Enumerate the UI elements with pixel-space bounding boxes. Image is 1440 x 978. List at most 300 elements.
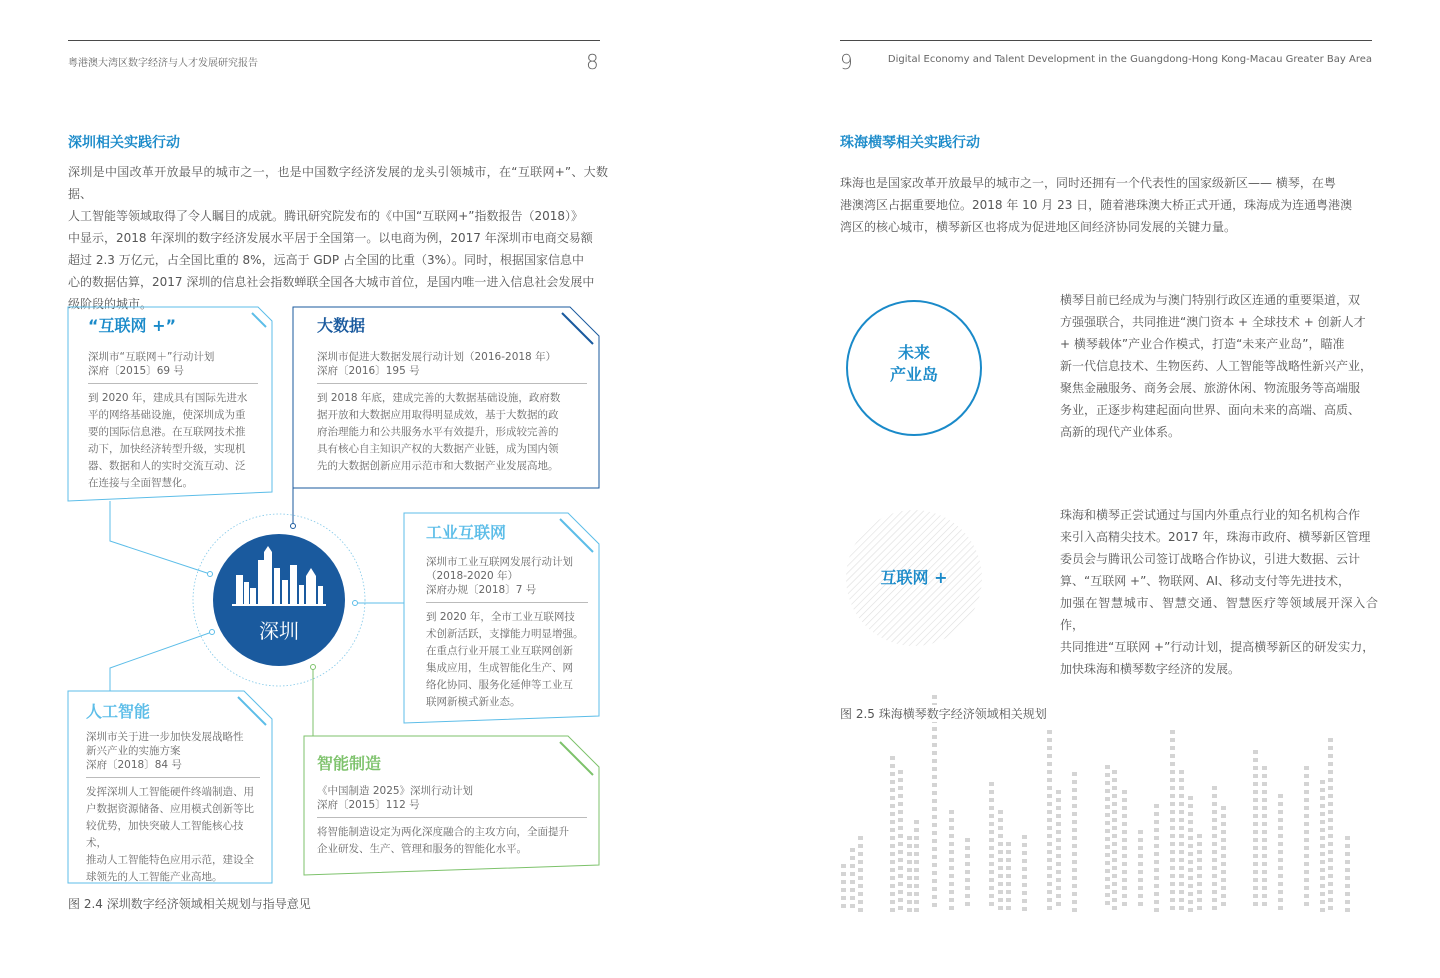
decorative-dot: [1197, 874, 1202, 878]
decorative-dot: [1179, 834, 1184, 838]
decorative-dot: [850, 904, 855, 908]
decorative-dot: [965, 902, 970, 906]
decorative-dot: [1212, 866, 1217, 870]
decorative-dot: [1047, 882, 1052, 886]
body-line: 到 2020 年，全市工业互联网技: [426, 611, 575, 623]
decorative-dot: [998, 898, 1003, 902]
decorative-dot: [1320, 884, 1325, 888]
decorative-dot: [1197, 858, 1202, 862]
decorative-dot: [841, 872, 846, 876]
decorative-dot: [1328, 802, 1333, 806]
decorative-dot: [1328, 778, 1333, 782]
decorative-dot: [932, 767, 937, 771]
decorative-dot: [1212, 842, 1217, 846]
decorative-dot: [1345, 908, 1350, 912]
decorative-dot: [1047, 898, 1052, 902]
decorative-dot: [1345, 876, 1350, 880]
decorative-dot: [998, 826, 1003, 830]
decorative-dot: [1278, 818, 1283, 822]
decorative-dot: [1278, 810, 1283, 814]
decorative-dot: [1212, 826, 1217, 830]
decorative-dot: [1188, 804, 1193, 808]
decorative-dot: [1262, 902, 1267, 906]
decorative-dot: [1072, 780, 1077, 784]
decorative-dot: [1170, 786, 1175, 790]
decorative-dot: [989, 902, 994, 906]
decorative-dot: [1154, 908, 1159, 912]
decorative-dot: [932, 823, 937, 827]
decorative-dot: [1056, 830, 1061, 834]
decorative-dot: [1006, 866, 1011, 870]
decorative-dot: [1304, 830, 1309, 834]
body-line: 在连接与全面智慧化。: [88, 477, 193, 489]
decorative-dot: [1197, 882, 1202, 886]
decorative-dot: [932, 847, 937, 851]
decorative-dot: [1221, 878, 1226, 882]
body-line: 加快珠海和横琴数字经济的发展。: [1060, 662, 1241, 676]
decorative-dot: [1170, 866, 1175, 870]
decorative-dot: [1197, 850, 1202, 854]
decorative-dot: [1170, 754, 1175, 758]
decorative-dot: [998, 890, 1003, 894]
decorative-dot: [1212, 794, 1217, 798]
decorative-dot: [965, 886, 970, 890]
decorative-dot: [1179, 866, 1184, 870]
decorative-dot: [1105, 853, 1110, 857]
decorative-dot: [1170, 770, 1175, 774]
decorative-dot: [1006, 858, 1011, 862]
decorative-dot: [1253, 814, 1258, 818]
card-divider: [426, 602, 588, 603]
decorative-dot: [1221, 862, 1226, 866]
decorative-dot: [1221, 822, 1226, 826]
decorative-dot: [1304, 790, 1309, 794]
decorative-dot: [1022, 851, 1027, 855]
ref-line: 深圳市“互联网＋”行动计划: [88, 351, 215, 363]
decorative-dot: [1253, 902, 1258, 906]
card-divider: [317, 383, 587, 384]
decorative-dot: [898, 906, 903, 910]
decorative-dot: [1253, 774, 1258, 778]
card-title: “互联网 +”: [88, 316, 177, 335]
hengqin-internet-paragraph: [1060, 504, 1378, 680]
decorative-dot: [914, 852, 919, 856]
decorative-dot: [1170, 826, 1175, 830]
decorative-dot: [1154, 844, 1159, 848]
ref-line: （2018-2020 年）: [426, 570, 519, 582]
decorative-dot: [1105, 781, 1110, 785]
decorative-dot: [1197, 842, 1202, 846]
body-line: 企业研发、生产、管理和服务的智能化水平。: [317, 843, 527, 855]
decorative-dot: [1047, 842, 1052, 846]
decorative-dot: [1022, 843, 1027, 847]
decorative-dot: [1262, 830, 1267, 834]
decorative-dot: [890, 788, 895, 792]
decorative-dot: [1154, 828, 1159, 832]
decorative-dot: [1047, 730, 1052, 734]
decorative-dot: [1278, 882, 1283, 886]
decorative-dot: [949, 850, 954, 854]
decorative-dot: [1262, 782, 1267, 786]
decorative-dot: [1112, 906, 1117, 910]
card-divider: [86, 777, 260, 778]
decorative-dot: [914, 876, 919, 880]
decorative-dot: [914, 828, 919, 832]
decorative-dot: [1179, 778, 1184, 782]
decorative-dot: [1105, 893, 1110, 897]
decorative-dot: [965, 854, 970, 858]
decorative-dot: [1170, 842, 1175, 846]
decorative-dot: [1056, 798, 1061, 802]
decorative-dot: [858, 884, 863, 888]
decorative-dot: [1072, 812, 1077, 816]
decorative-dot: [1253, 862, 1258, 866]
decorative-dot: [1072, 876, 1077, 880]
body-line: 据开放和大数据应用取得明显成效，基于大数据的政: [317, 409, 559, 421]
decorative-dot: [890, 836, 895, 840]
decorative-dot: [1188, 796, 1193, 800]
decorative-dot: [1122, 846, 1127, 850]
body-line: 器、数据和人的实时交流互动、泛: [88, 460, 246, 472]
decorative-dot: [1253, 758, 1258, 762]
decorative-dot: [1320, 876, 1325, 880]
decorative-dot: [850, 880, 855, 884]
decorative-dot: [858, 900, 863, 904]
decorative-dot: [1278, 898, 1283, 902]
body-line: 到 2020 年，建成具有国际先进水: [88, 392, 248, 404]
decorative-dot: [1345, 836, 1350, 840]
decorative-dot: [1320, 796, 1325, 800]
decorative-dot: [1105, 877, 1110, 881]
decorative-dot: [841, 880, 846, 884]
decorative-dot: [989, 830, 994, 834]
body-line: 户数据资源储备、应用模式创新等比: [86, 803, 254, 815]
body-line: 珠海和横琴正尝试通过与国内外重点行业的知名机构合作: [1060, 508, 1361, 522]
future-industry-island-label: [846, 342, 982, 386]
decorative-dot: [1212, 874, 1217, 878]
shenzhen-center-label: 深圳: [259, 619, 299, 643]
decorative-dot: [1253, 750, 1258, 754]
decorative-dot: [1179, 850, 1184, 854]
body-line: 发挥深圳人工智能硬件终端制造、用: [86, 786, 254, 798]
decorative-dot: [1112, 802, 1117, 806]
decorative-dot: [1122, 790, 1127, 794]
zhuhai-graphics: [720, 0, 1440, 978]
decorative-dot: [1047, 858, 1052, 862]
decorative-dot: [932, 807, 937, 811]
decorative-dot: [890, 860, 895, 864]
decorative-dot: [1188, 852, 1193, 856]
decorative-dot: [1122, 798, 1127, 802]
card-reference: [426, 555, 588, 597]
decorative-dot: [1278, 842, 1283, 846]
decorative-dot: [949, 890, 954, 894]
decorative-dot: [1179, 770, 1184, 774]
decorative-dot: [1328, 898, 1333, 902]
decorative-dot: [1047, 874, 1052, 878]
decorative-dot: [890, 828, 895, 832]
decorative-dot: [1212, 786, 1217, 790]
decorative-dot: [1320, 892, 1325, 896]
decorative-dot: [1253, 886, 1258, 890]
decorative-dot: [841, 888, 846, 892]
decorative-dot: [949, 842, 954, 846]
decorative-dot: [1328, 738, 1333, 742]
decorative-dot: [932, 695, 937, 699]
decorative-dot: [1170, 850, 1175, 854]
decorative-dot: [1212, 906, 1217, 910]
decorative-dot: [1047, 786, 1052, 790]
decorative-dot: [1253, 838, 1258, 842]
decorative-dot: [1197, 866, 1202, 870]
decorative-dot: [998, 834, 1003, 838]
decorative-dot: [1328, 842, 1333, 846]
decorative-dot: [932, 887, 937, 891]
decorative-dot: [998, 842, 1003, 846]
body-line: 务业，正逐步构建起面向世界、面向未来的高端、高质、: [1060, 403, 1361, 417]
decorative-dot: [1170, 794, 1175, 798]
decorative-dot: [898, 850, 903, 854]
decorative-dot: [890, 756, 895, 760]
decorative-dot: [989, 862, 994, 866]
decorative-dot: [1105, 901, 1110, 905]
decorative-dot: [949, 906, 954, 910]
decorative-dot: [1006, 842, 1011, 846]
intro-line: 港澳湾区占据重要地位。2018 年 10 月 23 日，随着港珠澳大桥正式开通，珠海成为连通粤港澳: [840, 198, 1353, 212]
decorative-dot: [1122, 806, 1127, 810]
decorative-dot: [1188, 860, 1193, 864]
decorative-dot: [1328, 770, 1333, 774]
decorative-dot: [1170, 882, 1175, 886]
decorative-dot: [1072, 844, 1077, 848]
decorative-dot: [858, 876, 863, 880]
body-line: 在重点行业开展工业互联网创新: [426, 645, 573, 657]
decorative-dot: [1047, 826, 1052, 830]
decorative-dot: [1262, 774, 1267, 778]
decorative-dot: [1320, 836, 1325, 840]
decorative-dot: [1170, 730, 1175, 734]
decorative-dot: [1304, 854, 1309, 858]
decorative-dot: [898, 898, 903, 902]
decorative-dot: [1112, 794, 1117, 798]
decorative-dot: [1262, 790, 1267, 794]
decorative-dot: [949, 874, 954, 878]
decorative-dot: [1112, 842, 1117, 846]
decorative-dot: [1221, 806, 1226, 810]
decorative-dot: [907, 844, 912, 848]
decorative-dot: [1328, 826, 1333, 830]
decorative-dot: [914, 836, 919, 840]
decorative-dot: [1179, 818, 1184, 822]
decorative-dot: [1221, 830, 1226, 834]
decorative-dot: [932, 839, 937, 843]
decorative-dot: [1345, 900, 1350, 904]
decorative-dot: [1262, 870, 1267, 874]
decorative-dot: [998, 850, 1003, 854]
decorative-dot: [1179, 898, 1184, 902]
ref-line: 深圳市关于进一步加快发展战略性: [86, 731, 244, 743]
decorative-dot: [1320, 852, 1325, 856]
decorative-dot: [1138, 854, 1143, 858]
decorative-dot: [890, 764, 895, 768]
decorative-dot: [1320, 820, 1325, 824]
decorative-dot: [1345, 868, 1350, 872]
decorative-dot: [890, 820, 895, 824]
decorative-dot: [1253, 830, 1258, 834]
decorative-dot: [890, 844, 895, 848]
decorative-dot: [1112, 770, 1117, 774]
figure-2-4-caption: 图 2.4 深圳数字经济领域相关规划与指导意见: [68, 897, 311, 911]
decorative-dot: [1022, 867, 1027, 871]
decorative-dot: [1278, 802, 1283, 806]
decorative-dot: [1328, 890, 1333, 894]
body-line: 将智能制造设定为两化深度融合的主攻方向，全面提升: [317, 826, 569, 838]
decorative-dot: [1197, 890, 1202, 894]
decorative-dot: [1112, 818, 1117, 822]
decorative-dot: [1154, 852, 1159, 856]
decorative-dot: [932, 831, 937, 835]
decorative-dot: [1154, 892, 1159, 896]
decorative-dot: [989, 790, 994, 794]
decorative-dot: [1105, 821, 1110, 825]
decorative-dot: [1320, 860, 1325, 864]
decorative-dot: [1154, 860, 1159, 864]
decorative-dot: [965, 862, 970, 866]
ref-line: 深府办规〔2018〕7 号: [426, 584, 537, 596]
decorative-dot: [898, 802, 903, 806]
decorative-dot: [1253, 806, 1258, 810]
decorative-dot: [1056, 838, 1061, 842]
decorative-dot: [1179, 842, 1184, 846]
decorative-dot: [1047, 890, 1052, 894]
decorative-dot: [1278, 834, 1283, 838]
decorative-dot: [1262, 798, 1267, 802]
decorative-dot: [858, 852, 863, 856]
decorative-dot: [1022, 899, 1027, 903]
decorative-dot: [1179, 810, 1184, 814]
decorative-dot: [1105, 765, 1110, 769]
decorative-dot: [1197, 898, 1202, 902]
body-line: 共同推进“互联网 +”行动计划，提高横琴新区的研发实力，: [1060, 640, 1375, 654]
decorative-dot: [1154, 900, 1159, 904]
decorative-dot: [1154, 884, 1159, 888]
body-line: + 横琴载体”产业合作模式，打造“未来产业岛”，瞄准: [1060, 337, 1345, 351]
decorative-dot: [1170, 802, 1175, 806]
decorative-dot: [890, 900, 895, 904]
card-divider: [317, 817, 587, 818]
decorative-dot: [1112, 858, 1117, 862]
decorative-dot: [914, 900, 919, 904]
decorative-dot: [1112, 778, 1117, 782]
decorative-dot: [1056, 846, 1061, 850]
internet-plus-circle-label: 互联网 +: [880, 568, 948, 587]
decorative-dot: [1304, 782, 1309, 786]
decorative-dot: [1056, 870, 1061, 874]
decorative-dot: [914, 892, 919, 896]
decorative-dot: [914, 820, 919, 824]
body-line: 来引入高精尖技术。2017 年，珠海市政府、横琴新区管理: [1060, 530, 1371, 544]
decorative-dot: [1047, 794, 1052, 798]
decorative-dot: [907, 852, 912, 856]
intro-line: 中显示，2018 年深圳的数字经济发展水平居于全国第一。以电商为例，2017 年深圳市电商交易额: [68, 231, 593, 245]
decorative-dot: [1328, 874, 1333, 878]
body-line: 术创新活跃，支撑能力明显增强。: [426, 628, 584, 640]
decorative-dot: [1105, 829, 1110, 833]
decorative-dot: [898, 770, 903, 774]
decorative-dot: [1179, 826, 1184, 830]
decorative-dot: [914, 868, 919, 872]
decorative-dot: [890, 796, 895, 800]
decorative-dot: [1170, 746, 1175, 750]
decorative-dot: [1122, 894, 1127, 898]
decorative-dot: [949, 882, 954, 886]
decorative-dot: [1056, 886, 1061, 890]
ref-line: 深府〔2015〕112 号: [317, 799, 420, 811]
decorative-dot: [1122, 830, 1127, 834]
decorative-dot: [1138, 838, 1143, 842]
decorative-dot: [1253, 790, 1258, 794]
decorative-dot: [1105, 861, 1110, 865]
decorative-dot: [1112, 882, 1117, 886]
decorative-dot: [1022, 883, 1027, 887]
decorative-dot: [907, 892, 912, 896]
body-line: 聚焦金融服务、商务会展、旅游休闲、物流服务等高端服: [1060, 381, 1361, 395]
decorative-dot: [890, 772, 895, 776]
decorative-dot: [1221, 838, 1226, 842]
decorative-dot: [1188, 868, 1193, 872]
circle-label-line: 未来: [897, 343, 930, 362]
decorative-dot: [1022, 875, 1027, 879]
decorative-dot: [1170, 898, 1175, 902]
decorative-dot: [1345, 844, 1350, 848]
decorative-dot: [1179, 794, 1184, 798]
decorative-dot: [1056, 878, 1061, 882]
intro-line: 珠海也是国家改革开放最早的城市之一，同时还拥有一个代表性的国家级新区—— 横琴，在粤: [840, 176, 1336, 190]
decorative-dot: [1328, 882, 1333, 886]
decorative-dot: [1170, 762, 1175, 766]
left-page-number: 8: [586, 50, 599, 74]
decorative-dot: [898, 786, 903, 790]
hengqin-future-paragraph: [1060, 289, 1378, 443]
decorative-dot: [1138, 886, 1143, 890]
decorative-dot: [1072, 884, 1077, 888]
body-line: 府治理能力和公共服务水平有效提升，形成较完善的: [317, 426, 559, 438]
decorative-dot: [890, 868, 895, 872]
decorative-dot: [1072, 804, 1077, 808]
decorative-dot: [965, 838, 970, 842]
figure-2-5-caption: 图 2.5 珠海横琴数字经济领域相关规划: [840, 705, 1051, 722]
decorative-dot: [1212, 834, 1217, 838]
body-line: 先的大数据创新应用示范市和大数据产业发展高地。: [317, 460, 559, 472]
decorative-dot: [949, 898, 954, 902]
decorative-dot: [1304, 822, 1309, 826]
decorative-dot: [1253, 854, 1258, 858]
decorative-dot: [1105, 885, 1110, 889]
body-line: 委员会与腾讯公司签订战略合作协议，引进大数据、云计: [1060, 552, 1361, 566]
decorative-dot: [1122, 870, 1127, 874]
decorative-dot: [989, 878, 994, 882]
decorative-dot: [1006, 890, 1011, 894]
decorative-dot: [1304, 894, 1309, 898]
decorative-dot: [1320, 868, 1325, 872]
decorative-dot: [890, 804, 895, 808]
decorative-dot: [1345, 852, 1350, 856]
decorative-dot: [998, 882, 1003, 886]
decorative-dot: [1047, 762, 1052, 766]
decorative-dot: [898, 794, 903, 798]
decorative-dot: [1212, 850, 1217, 854]
decorative-dot: [1105, 837, 1110, 841]
